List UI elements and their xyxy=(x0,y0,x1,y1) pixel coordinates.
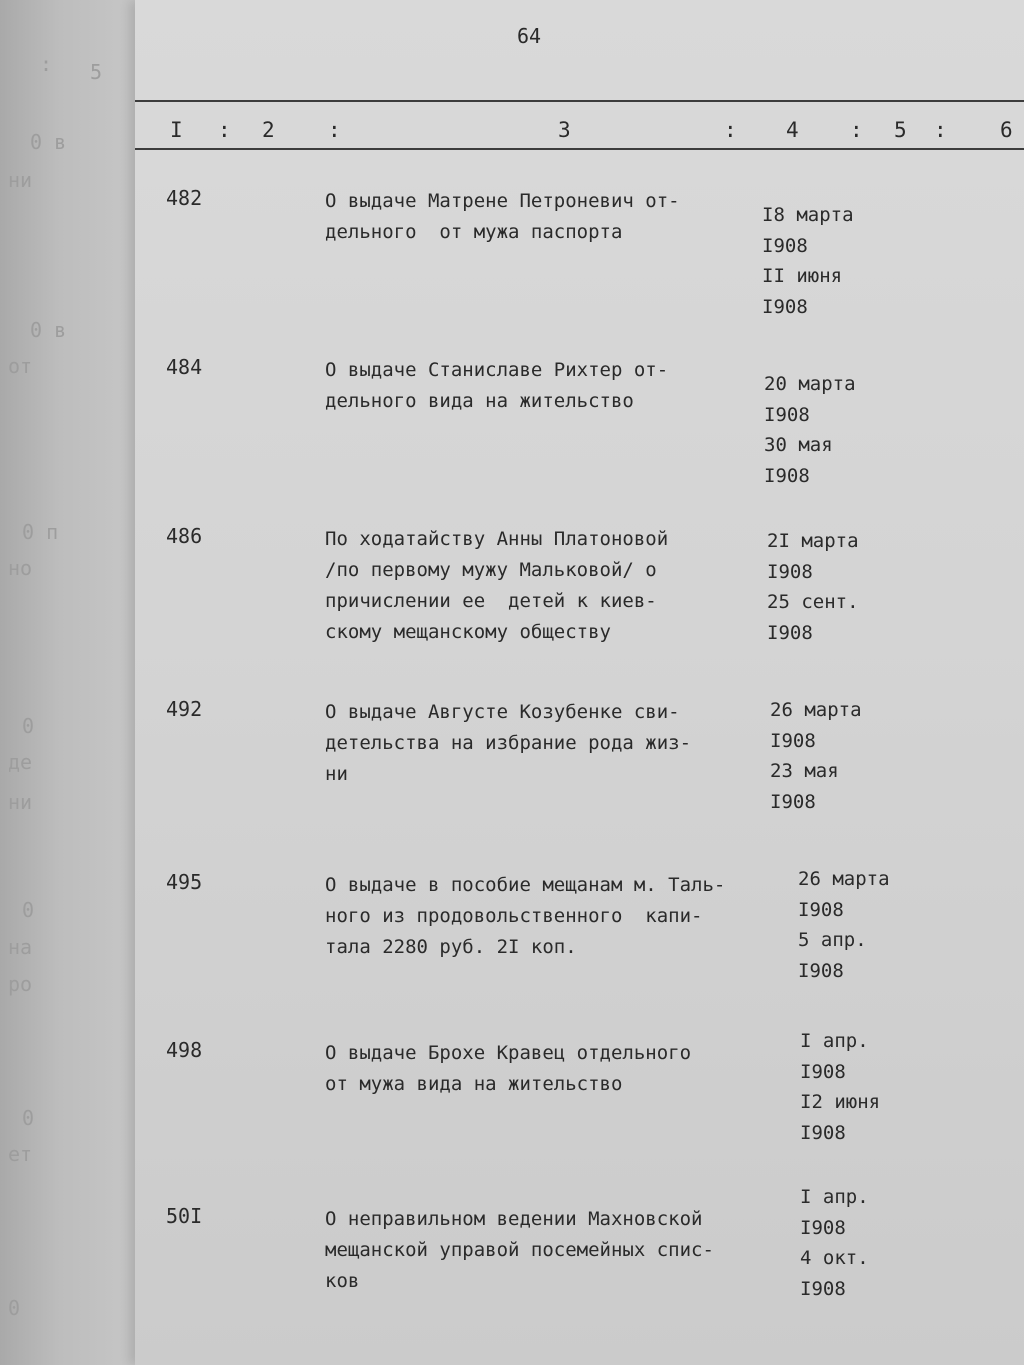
header-top-rule xyxy=(135,100,1024,102)
entry-description xyxy=(325,1038,765,1100)
date-line: 4 окт. xyxy=(800,1247,869,1269)
facing-page-bleed-text: ро xyxy=(8,972,33,996)
description-line: ного из продовольственного капи- xyxy=(325,905,703,927)
date-line: I908 xyxy=(800,1216,846,1239)
description-line: /по первому мужу Мальковой/ о xyxy=(325,559,657,581)
facing-page-bleed-text: де xyxy=(8,750,33,774)
entry-dates xyxy=(798,864,890,986)
entry-number: 498 xyxy=(166,1038,203,1062)
description-line: от мужа вида на жительство xyxy=(325,1073,623,1095)
date-line: I908 xyxy=(762,234,808,257)
entry-dates xyxy=(767,526,859,648)
description-line: По ходатайству Анны Платоновой xyxy=(325,528,669,550)
date-line: I908 xyxy=(767,621,813,644)
date-line: I908 xyxy=(767,560,813,583)
page-number: 64 xyxy=(517,24,542,48)
date-line: I908 xyxy=(800,1060,846,1083)
header-bottom-rule xyxy=(135,148,1024,150)
entry-dates xyxy=(770,695,862,817)
date-line: 30 мая xyxy=(764,434,833,456)
facing-page-bleed-text: 0 в xyxy=(30,318,67,342)
date-line: I908 xyxy=(762,295,808,318)
entry-number: 484 xyxy=(166,355,203,379)
facing-page-bleed-text: 0 в xyxy=(30,130,67,154)
facing-page-bleed-text: ни xyxy=(8,168,33,192)
facing-page-bleed-text: ет xyxy=(8,1142,33,1166)
date-line: I908 xyxy=(798,959,844,982)
facing-page-edge xyxy=(0,0,150,1365)
column-separator: : xyxy=(218,118,231,142)
column-header-5: 5 xyxy=(894,118,907,142)
date-line: I8 марта xyxy=(762,204,854,226)
description-line: дельного вида на жительство xyxy=(325,390,634,412)
description-line: причислении ее детей к киев- xyxy=(325,590,657,612)
description-line: скому мещанскому обществу xyxy=(325,621,611,643)
entry-description xyxy=(325,355,765,417)
description-line: ков xyxy=(325,1270,360,1292)
facing-page-bleed-text: ни xyxy=(8,790,33,814)
date-line: 20 марта xyxy=(764,373,856,395)
description-line: О выдаче Брохе Кравец отдельного xyxy=(325,1042,692,1064)
date-line: II июня xyxy=(762,265,843,287)
facing-page-bleed-text: 5 xyxy=(90,60,103,84)
column-separator: : xyxy=(850,118,863,142)
description-line: О неправильном ведении Махновской xyxy=(325,1208,703,1230)
entry-dates xyxy=(762,200,854,322)
description-line: О выдаче Матрене Петроневич от- xyxy=(325,190,680,212)
facing-page-bleed-text: : xyxy=(40,52,53,76)
entry-number: 50I xyxy=(166,1204,203,1228)
entry-description xyxy=(325,186,765,248)
entry-number: 492 xyxy=(166,697,203,721)
column-separator: : xyxy=(328,118,341,142)
entry-dates xyxy=(800,1182,869,1304)
description-line: дельного от мужа паспорта xyxy=(325,221,623,243)
column-header-6: 6 xyxy=(1000,118,1013,142)
facing-page-bleed-text: 0 xyxy=(22,898,35,922)
column-header-4: 4 xyxy=(786,118,799,142)
date-line: 2I марта xyxy=(767,530,859,552)
date-line: 25 сент. xyxy=(767,591,859,613)
description-line: О выдаче Августе Козубенке сви- xyxy=(325,701,680,723)
column-separator: : xyxy=(724,118,737,142)
date-line: I908 xyxy=(764,403,810,426)
description-line: О выдаче Станиславе Рихтер от- xyxy=(325,359,669,381)
date-line: I2 июня xyxy=(800,1091,881,1113)
date-line: I908 xyxy=(770,729,816,752)
entry-number: 495 xyxy=(166,870,203,894)
facing-page-bleed-text: 0 xyxy=(8,1296,21,1320)
column-header-2: 2 xyxy=(262,118,275,142)
date-line: I апр. xyxy=(800,1186,869,1208)
description-line: О выдаче в пособие мещанам м. Таль- xyxy=(325,874,726,896)
entry-description xyxy=(325,1204,765,1297)
date-line: 26 марта xyxy=(798,868,890,890)
entry-dates xyxy=(800,1026,880,1148)
column-separator: : xyxy=(934,118,947,142)
description-line: детельства на избрание рода жиз- xyxy=(325,732,692,754)
entry-description xyxy=(325,870,765,963)
facing-page-bleed-text: 0 п xyxy=(22,520,59,544)
facing-page-bleed-text: 0 xyxy=(22,1106,35,1130)
date-line: I апр. xyxy=(800,1030,869,1052)
entry-description xyxy=(325,697,765,790)
date-line: I908 xyxy=(770,790,816,813)
column-header-3: 3 xyxy=(558,118,571,142)
description-line: тала 2280 руб. 2I коп. xyxy=(325,936,577,958)
date-line: I908 xyxy=(800,1121,846,1144)
entry-dates xyxy=(764,369,856,491)
date-line: I908 xyxy=(800,1277,846,1300)
date-line: 5 апр. xyxy=(798,929,867,951)
date-line: 23 мая xyxy=(770,760,839,782)
entry-description xyxy=(325,524,765,648)
facing-page-bleed-text: но xyxy=(8,556,33,580)
date-line: 26 марта xyxy=(770,699,862,721)
date-line: I908 xyxy=(798,898,844,921)
description-line: мещанской управой посемейных спис- xyxy=(325,1239,714,1261)
facing-page-bleed-text: на xyxy=(8,935,33,959)
entry-number: 482 xyxy=(166,186,203,210)
facing-page-bleed-text: от xyxy=(8,354,33,378)
entry-number: 486 xyxy=(166,524,203,548)
facing-page-bleed-text: 0 xyxy=(22,714,35,738)
date-line: I908 xyxy=(764,464,810,487)
description-line: ни xyxy=(325,763,348,785)
column-header-1: I xyxy=(170,118,183,142)
